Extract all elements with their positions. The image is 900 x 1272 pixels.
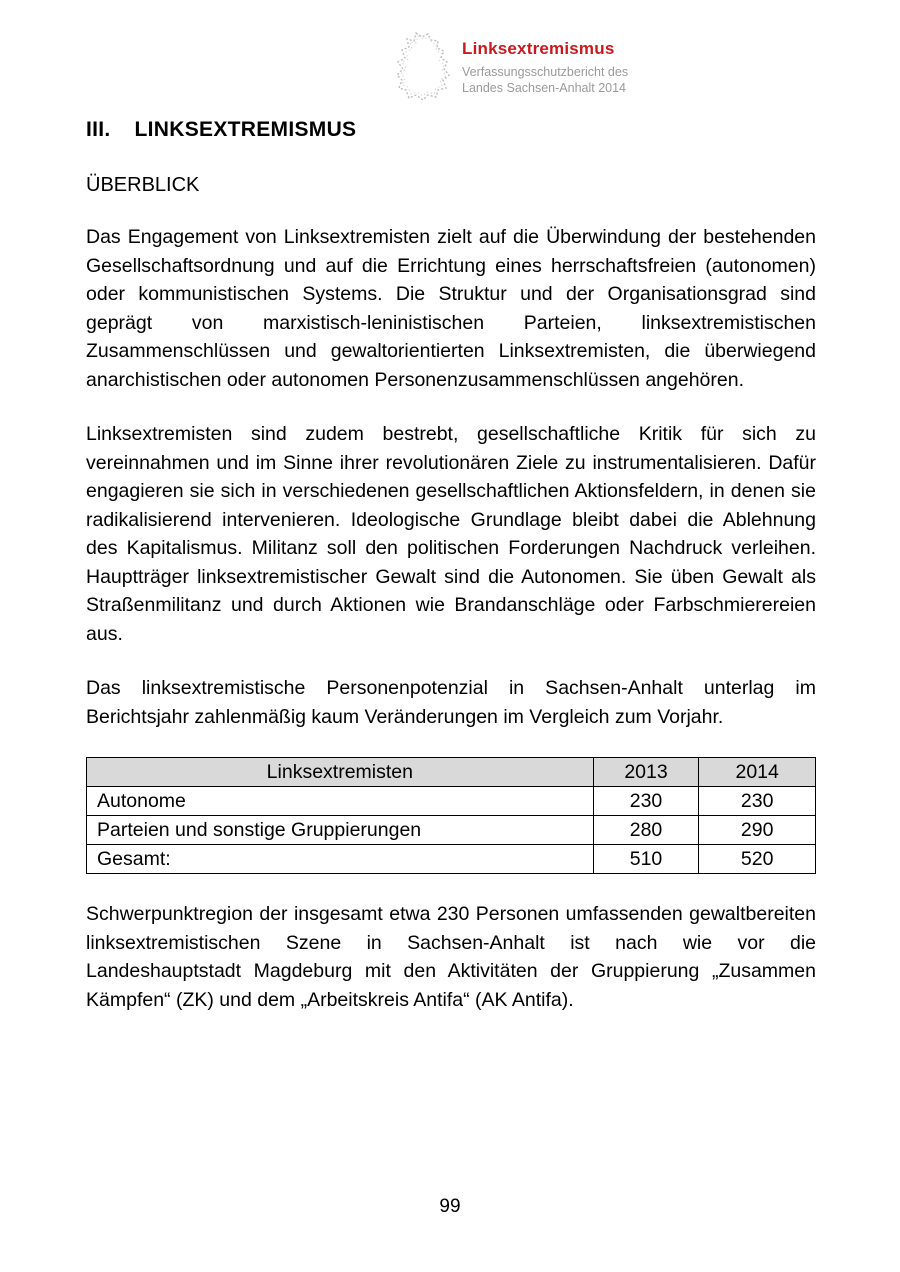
linksextremisten-table	[86, 757, 816, 874]
paragraph-2: Linksextremisten sind zudem bestrebt, gesellschaftliche Kritik für sich zu vereinnahmen und im Sinne ihrer revolutionären Ziele zu instrumentalisieren. Dafür engagieren sie sich in verschiedenen gesellschaftlichen Aktionsfeldern, in denen sie radikalisierend intervenieren. Ideologische Grundlage bleibt dabei die Ablehnung des Kapitalismus. Militanz soll den politischen Forderungen Nachdruck verleihen. Hauptträger linksextremistischer Gewalt sind die Autonomen. Sie üben Gewalt als Straßenmilitanz und durch Aktionen wie Brandanschläge oder Farbschmierereien aus.	[86, 423, 816, 645]
table-cell-label: Autonome	[87, 787, 594, 816]
section-heading	[86, 118, 816, 142]
table-cell-2013: 510	[593, 845, 699, 874]
table-header-linksextremisten: Linksextremisten	[87, 758, 594, 787]
table-row-autonome	[87, 787, 816, 816]
table-header-2013: 2013	[593, 758, 699, 787]
paragraph-1: Das Engagement von Linksextremisten zielt auf die Überwindung der bestehenden Gesellschaftsordnung und auf die Errichtung eines herrschaftsfreien (autonomen) oder kommunistischen Systems. Die Struktur und der Organisationsgrad sind geprägt von marxistisch-leninistischen Parteien, linksextremistischen Zusammenschlüssen und gewaltorientierten Linksextremisten, die überwiegend anarchistischen oder autonomen Personenzusammenschlüssen angehören.	[86, 226, 816, 391]
paragraph-3: Das linksextremistische Personenpotenzial in Sachsen-Anhalt unterlag im Berichtsjahr zahlenmäßig kaum Veränderungen im Vergleich zum Vorjahr.	[86, 677, 816, 728]
report-subtitle-line1: Verfassungsschutzbericht des	[462, 65, 629, 79]
report-subtitle-line2: Landes Sachsen-Anhalt 2014	[462, 81, 627, 95]
section-number: III.	[86, 118, 111, 141]
table-cell-label: Parteien und sonstige Gruppierungen	[87, 816, 594, 845]
table-cell-2013: 230	[593, 787, 699, 816]
table-cell-label: Gesamt:	[87, 845, 594, 874]
saxony-anhalt-map-icon	[392, 30, 456, 102]
table-cell-2013: 280	[593, 816, 699, 845]
table-header-row	[87, 758, 816, 787]
report-title: Linksextremismus	[462, 39, 615, 58]
table-row-gesamt	[87, 845, 816, 874]
paragraph-4: Schwerpunktregion der insgesamt etwa 230 Personen umfassenden gewaltbereiten linksextremistischen Szene in Sachsen-Anhalt ist nach wie vor die Landeshauptstadt Magdeburg mit den Aktivitäten der Gruppierung „Zusammen Kämpfen“ (ZK) und dem „Arbeitskreis Antifa“ (AK Antifa).	[86, 903, 816, 1011]
page-content	[86, 118, 816, 1014]
page-number: 99	[439, 1196, 461, 1217]
header-text-block	[462, 30, 628, 96]
table-cell-2014: 520	[699, 845, 816, 874]
report-subtitle	[462, 64, 628, 96]
section-title: LINKSEXTREMISMUS	[134, 118, 357, 141]
table-cell-2014: 290	[699, 816, 816, 845]
table-row-parteien	[87, 816, 816, 845]
table-header-2014: 2014	[699, 758, 816, 787]
table-cell-2014: 230	[699, 787, 816, 816]
page-header	[392, 30, 628, 102]
overview-heading: ÜBERBLICK	[86, 174, 200, 196]
